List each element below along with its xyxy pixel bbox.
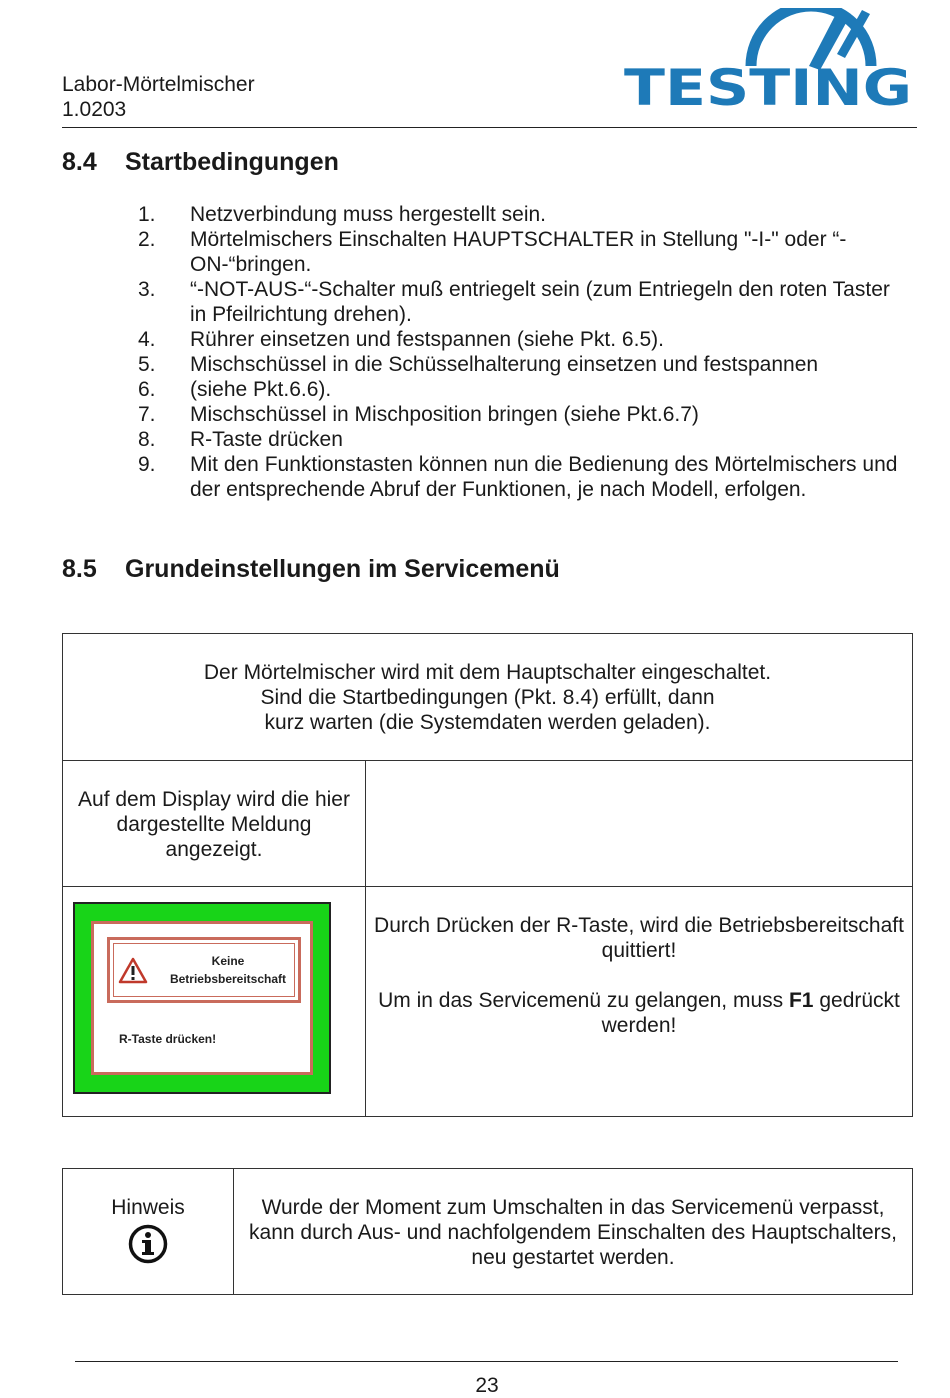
display-message	[158, 952, 298, 988]
display-image-cell	[63, 887, 366, 1117]
start-conditions-list	[138, 202, 908, 502]
message-box	[107, 937, 301, 1003]
section-title: Grundeinstellungen im Servicemenü	[125, 555, 560, 583]
warning-icon	[118, 957, 148, 984]
intro-cell	[63, 634, 913, 761]
list-item-number: 9.	[138, 453, 156, 476]
list-item-text: Netzverbindung muss hergestellt sein.	[190, 203, 547, 226]
display-note: Auf dem Display wird die hier dargestellte Meldung angezeigt.	[78, 788, 350, 861]
testing-logo	[624, 8, 912, 112]
section-title: Startbedingungen	[125, 148, 339, 176]
list-item-number: 1.	[138, 203, 156, 226]
list-item	[138, 452, 908, 502]
section-heading-8-4	[62, 148, 339, 177]
info-icon	[128, 1224, 168, 1264]
ack-text: Durch Drücken der R-Taste, wird die Betriebsbereitschaft quittiert!	[374, 914, 904, 962]
note-table	[62, 1168, 913, 1295]
document-header	[62, 72, 255, 122]
document-number: 1.0203	[62, 98, 127, 121]
list-item-text: “-NOT-AUS-“-Schalter muß entriegelt sein (zum Entriegeln den roten Taster in Pfeilrichtung drehen).	[190, 278, 890, 326]
note-label: Hinweis	[111, 1196, 185, 1219]
intro-line: Der Mörtelmischer wird mit dem Hauptschalter eingeschaltet.	[203, 661, 772, 684]
list-item	[138, 327, 908, 352]
list-item-number: 7.	[138, 403, 156, 426]
note-label-cell	[63, 1169, 234, 1295]
section-heading-8-5	[62, 555, 560, 584]
list-item	[138, 402, 908, 427]
list-item	[138, 377, 908, 402]
list-item-text: Mischschüssel in die Schüsselhalterung einsetzen und festspannen	[190, 353, 819, 376]
list-item-text: R-Taste drücken	[190, 428, 343, 451]
service-menu-table	[62, 633, 913, 1117]
header-divider	[62, 127, 917, 128]
list-item-number: 8.	[138, 428, 156, 451]
note-text-cell	[234, 1169, 913, 1295]
display-screen	[73, 902, 331, 1094]
list-item-number: 5.	[138, 353, 156, 376]
intro-line: kurz warten (die Systemdaten werden geladen).	[264, 711, 711, 734]
instruction-cell	[366, 887, 913, 1117]
list-item-text: (siehe Pkt.6.6).	[190, 378, 332, 401]
list-item-text: Mischschüssel in Mischposition bringen (siehe Pkt.6.7)	[190, 403, 699, 426]
display-message-line1: Keine	[211, 954, 245, 968]
page-number: 23	[475, 1374, 499, 1397]
list-item	[138, 427, 908, 452]
note-text: Wurde der Moment zum Umschalten in das Servicemenü verpasst, kann durch Aus- und nachfolgendem Einschalten des Hauptschalters, neu gestartet werden.	[249, 1196, 897, 1269]
list-item	[138, 277, 908, 327]
service-menu-text: Um in das Servicemenü zu gelangen, muss F1 gedrückt werden!	[378, 989, 900, 1037]
section-number: 8.5	[62, 555, 97, 583]
list-item-number: 3.	[138, 278, 156, 301]
document-title: Labor-Mörtelmischer	[62, 73, 255, 96]
f1-key-label: F1	[788, 989, 814, 1012]
empty-cell	[366, 761, 913, 887]
display-note-cell	[63, 761, 366, 887]
logo-wordmark: TESTING	[624, 59, 912, 112]
list-item-number: 6.	[138, 378, 156, 401]
display-inner-frame	[91, 921, 313, 1075]
list-item-number: 2.	[138, 228, 156, 251]
section-number: 8.4	[62, 148, 97, 176]
list-item-text: Rührer einsetzen und festspannen (siehe Pkt. 6.5).	[190, 328, 664, 351]
list-item	[138, 202, 908, 227]
display-press-prompt: R-Taste drücken!	[119, 1032, 217, 1046]
footer-divider	[75, 1361, 898, 1362]
intro-line: Sind die Startbedingungen (Pkt. 8.4) erfüllt, dann	[260, 686, 715, 709]
list-item	[138, 227, 908, 277]
list-item-text: Mörtelmischers Einschalten HAUPTSCHALTER in Stellung "-I-" oder “-ON-“bringen.	[190, 228, 847, 276]
display-message-line2: Betriebsbereitschaft	[169, 972, 287, 986]
list-item	[138, 352, 908, 377]
list-item-text: Mit den Funktionstasten können nun die Bedienung des Mörtelmischers und der entsprechende Abruf der Funktionen, je nach Modell, erfolgen.	[190, 453, 898, 501]
list-item-number: 4.	[138, 328, 156, 351]
